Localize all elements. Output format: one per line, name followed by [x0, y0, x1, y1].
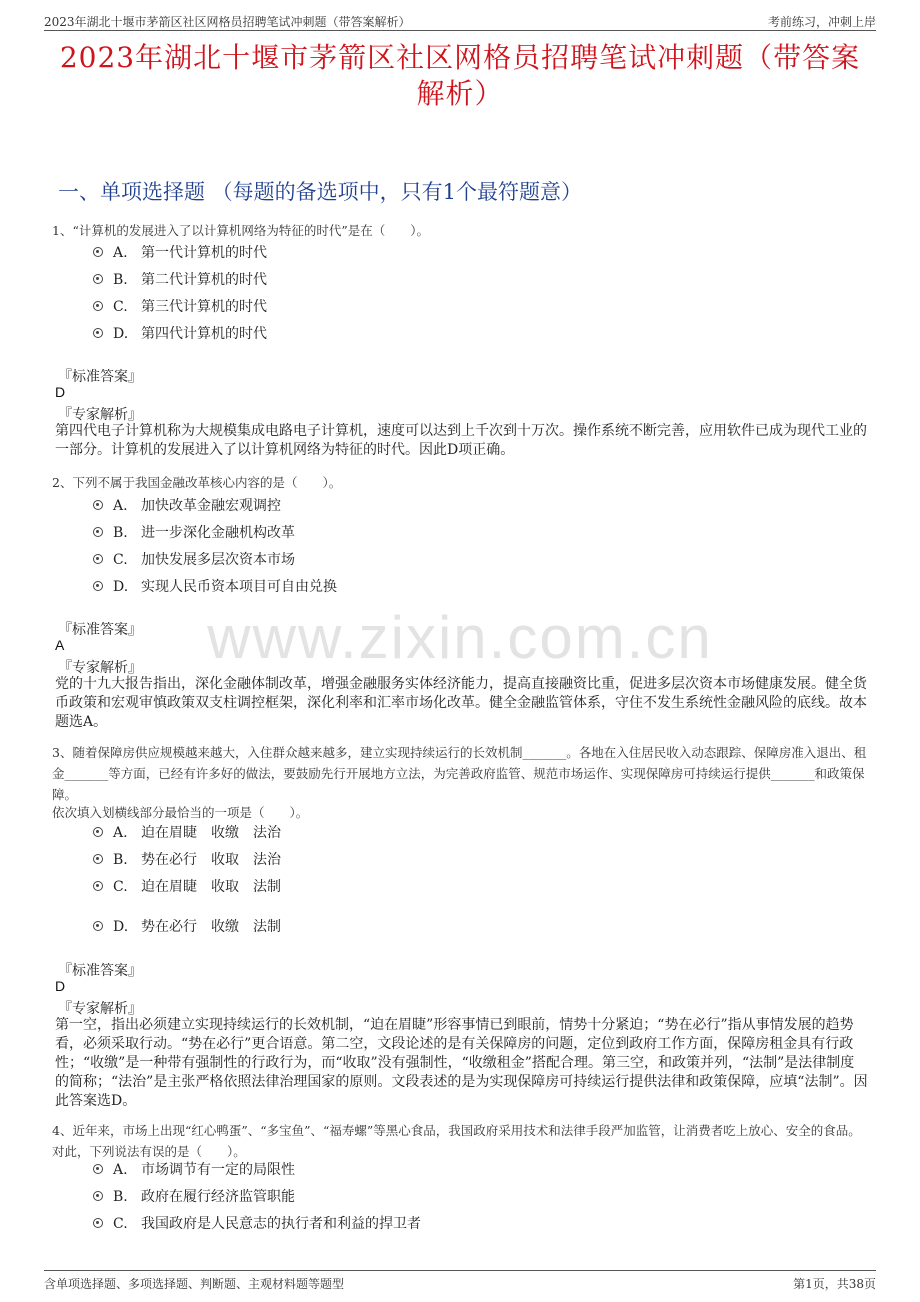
header-slogan: 考前练习，冲刺上岸 [767, 15, 876, 29]
radio-icon[interactable] [93, 301, 103, 311]
question-2-option-b[interactable]: B. 进一步深化金融机构改革 [93, 522, 295, 544]
question-3-instruction: 依次填入划横线部分最恰当的一项是（ ）。 [52, 805, 309, 820]
question-4-stem: 4、近年来，市场上出现“红心鸭蛋”、“多宝鱼”、“福寿螺”等黑心食品，我国政府采用技术和法律手段严加监管，让消费者吃上放心、安全的食品。对此，下列说法有误的是（ ）。 [52, 1123, 861, 1159]
question-2-analysis: 党的十九大报告指出，深化金融体制改革，增强金融服务实体经济能力，提高直接融资比重，促进多层次资本市场健康发展。健全货币政策和宏观审慎政策双支柱调控框架，深化利率和汇率市场化改革。健全金融监管体系，守住不发生系统性金融风险的底线。故本题选A。 [55, 676, 867, 730]
question-3-stem: 3、随着保障房供应规模越来越大，入住群众越来越多，建立实现持续运行的长效机制_______。各地在入住居民收入动态跟踪、保障房准入退出、租金_______等方面，已经有许多好的做法，要鼓励先行开展地方立法，为完善政府监管、规范市场运作、实现保障房可持续运行提供_______和政策保障。 [52, 745, 867, 802]
question-3-option-a[interactable]: A. 迫在眉睫 收缴 法治 [93, 822, 281, 844]
analysis-label: 『专家解析』 [58, 1001, 142, 1017]
page-number: 第1页，共38页 [793, 1277, 876, 1291]
answer-label: 『标准答案』 [58, 622, 142, 638]
question-1-option-c[interactable]: C. 第三代计算机的时代 [93, 296, 267, 318]
radio-icon[interactable] [93, 581, 103, 591]
question-3-option-d[interactable]: D. 势在必行 收缴 法制 [93, 916, 281, 938]
analysis-label: 『专家解析』 [58, 407, 142, 423]
question-2-option-d[interactable]: D. 实现人民币资本项目可自由兑换 [93, 576, 337, 598]
section-heading: 一、单项选择题 （每题的备选项中，只有1个最符题意） [58, 180, 583, 204]
radio-icon[interactable] [93, 274, 103, 284]
question-3-option-c[interactable]: C. 迫在眉睫 收取 法制 [93, 876, 281, 898]
radio-icon[interactable] [93, 1164, 103, 1174]
question-1-option-d[interactable]: D. 第四代计算机的时代 [93, 323, 267, 345]
question-3-analysis: 第一空，指出必须建立实现持续运行的长效机制，“迫在眉睫”形容事情已到眼前，情势十分紧迫；“势在必行”指从事情发展的趋势看，必须采取行动。“势在必行”更合语意。第二空，文段论述的是有关保障房的问题，定位到政府工作方面，保障房租金具有行政性；“收缴”是一种带有强制性的行政行为，而“收取”没有强制性，“收缴租金”搭配合理。第三空，和政策并列，“法制”是法律制度的简称；“法治”是主张严格依照法律治理国家的原则。文段表述的是为实现保障房可持续运行提供法律和政策保障，应填“法制”。因此答案选D。 [55, 1017, 868, 1109]
footer-description: 含单项选择题、多项选择题、判断题、主观材料题等题型 [44, 1277, 345, 1291]
question-3-option-b[interactable]: B. 势在必行 收取 法治 [93, 849, 281, 871]
question-3-answer: D [55, 978, 66, 994]
radio-icon[interactable] [93, 921, 103, 931]
question-4-option-b[interactable]: B. 政府在履行经济监管职能 [93, 1186, 295, 1208]
analysis-label: 『专家解析』 [58, 660, 142, 676]
question-1-option-b[interactable]: B. 第二代计算机的时代 [93, 269, 267, 291]
radio-icon[interactable] [93, 854, 103, 864]
radio-icon[interactable] [93, 527, 103, 537]
question-1-analysis: 第四代电子计算机称为大规模集成电路电子计算机，速度可以达到上千次到十万次。操作系统不断完善，应用软件已成为现代工业的一部分。计算机的发展进入了以计算机网络为特征的时代。因此D项正确。 [55, 423, 867, 458]
radio-icon[interactable] [93, 827, 103, 837]
header-doc-title: 2023年湖北十堰市茅箭区社区网格员招聘笔试冲刺题（带答案解析） [44, 15, 411, 29]
question-4-option-a[interactable]: A. 市场调节有一定的局限性 [93, 1159, 295, 1181]
radio-icon[interactable] [93, 881, 103, 891]
question-2-option-c[interactable]: C. 加快发展多层次资本市场 [93, 549, 295, 571]
question-2-option-a[interactable]: A. 加快改革金融宏观调控 [93, 495, 281, 517]
page-footer [44, 1270, 876, 1291]
radio-icon[interactable] [93, 328, 103, 338]
watermark: www.zixin.com.cn [207, 604, 713, 671]
radio-icon[interactable] [93, 247, 103, 257]
radio-icon[interactable] [93, 1191, 103, 1201]
document-title: 2023年湖北十堰市茅箭区社区网格员招聘笔试冲刺题（带答案解析） [59, 41, 861, 110]
question-4-option-c[interactable]: C. 我国政府是人民意志的执行者和利益的捍卫者 [93, 1213, 421, 1235]
answer-label: 『标准答案』 [58, 369, 142, 385]
page-header [44, 10, 876, 31]
question-2-stem: 2、下列不属于我国金融改革核心内容的是（ ）。 [52, 475, 342, 490]
radio-icon[interactable] [93, 1218, 103, 1228]
answer-label: 『标准答案』 [58, 963, 142, 979]
radio-icon[interactable] [93, 500, 103, 510]
question-1-answer: D [55, 384, 66, 400]
question-1-option-a[interactable]: A. 第一代计算机的时代 [93, 242, 267, 264]
question-1-stem: 1、“计算机的发展进入了以计算机网络为特征的时代”是在（ ）。 [52, 223, 429, 238]
radio-icon[interactable] [93, 554, 103, 564]
question-2-answer: A [55, 637, 65, 653]
